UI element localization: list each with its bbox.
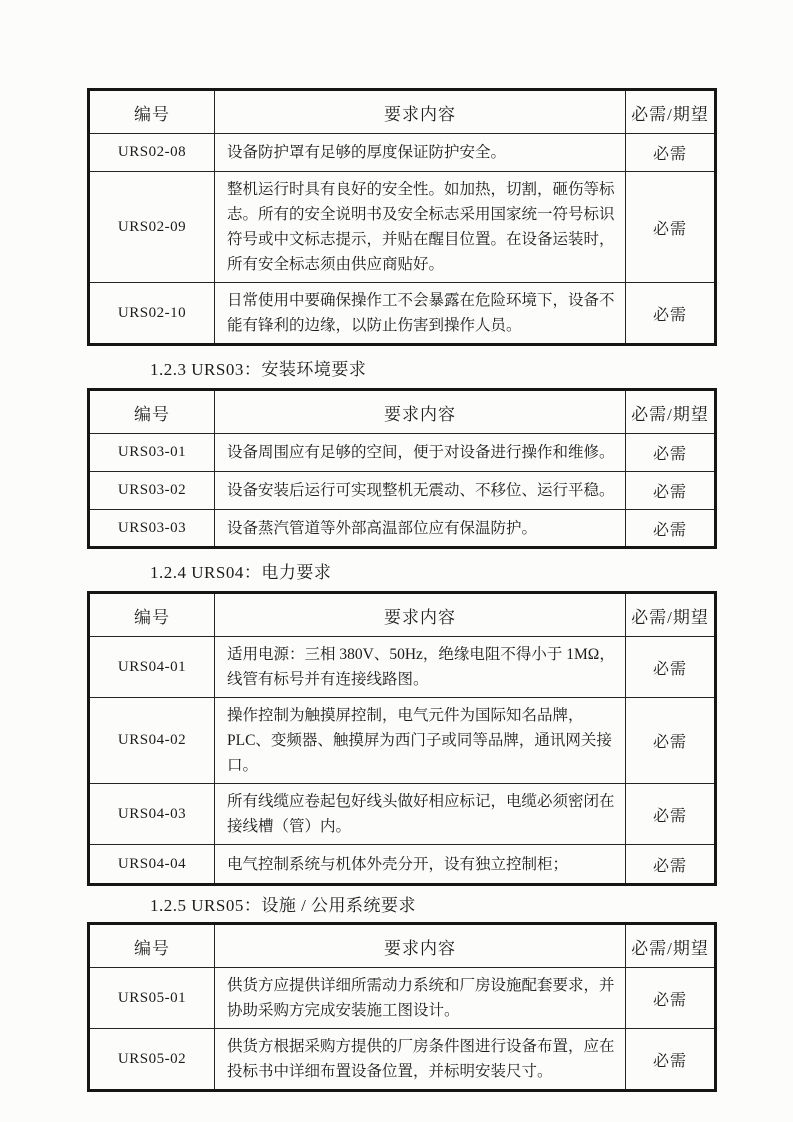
requirement-content: 设备安装后运行可实现整机无震动、不移位、运行平稳。 <box>215 472 626 510</box>
section-heading-urs05: 1.2.5 URS05：设施 / 公用系统要求 <box>150 896 417 915</box>
requirement-priority: 必需 <box>626 283 716 345</box>
urs02-table <box>87 88 717 346</box>
table-row <box>89 283 716 345</box>
requirement-content: 日常使用中要确保操作工不会暴露在危险环境下，设备不能有锋利的边缘，以防止伤害到操作人员。 <box>215 283 626 345</box>
requirement-id: URS05-02 <box>89 1029 215 1091</box>
requirement-priority: 必需 <box>626 510 716 548</box>
table-header-row <box>89 90 716 134</box>
requirement-content: 适用电源：三相 380V、50Hz，绝缘电阻不得小于 1MΩ，线管有标号并有连接线路图。 <box>215 637 626 698</box>
table-row <box>89 698 716 784</box>
requirement-priority: 必需 <box>626 134 716 172</box>
requirement-id: URS04-03 <box>89 784 215 845</box>
requirement-priority: 必需 <box>626 968 716 1029</box>
urs03-table <box>87 388 717 549</box>
table-row <box>89 134 716 172</box>
column-header-content: 要求内容 <box>215 90 626 134</box>
requirement-priority: 必需 <box>626 1029 716 1091</box>
requirement-content: 操作控制为触摸屏控制，电气元件为国际知名品牌，PLC、变频器、触摸屏为西门子或同等品牌，通讯网关接口。 <box>215 698 626 784</box>
requirement-priority: 必需 <box>626 845 716 885</box>
requirement-id: URS03-02 <box>89 472 215 510</box>
requirement-priority: 必需 <box>626 172 716 283</box>
requirement-id: URS02-08 <box>89 134 215 172</box>
requirement-priority: 必需 <box>626 637 716 698</box>
requirement-id: URS03-01 <box>89 434 215 472</box>
requirement-priority: 必需 <box>626 698 716 784</box>
section-heading-urs04: 1.2.4 URS04：电力要求 <box>150 563 332 582</box>
column-header-id: 编号 <box>89 90 215 134</box>
section-heading-urs03: 1.2.3 URS03：安装环境要求 <box>150 360 367 379</box>
column-header-id: 编号 <box>89 593 215 637</box>
requirement-id: URS05-01 <box>89 968 215 1029</box>
requirement-id: URS04-01 <box>89 637 215 698</box>
requirement-content: 设备周围应有足够的空间，便于对设备进行操作和维修。 <box>215 434 626 472</box>
requirement-content: 设备防护罩有足够的厚度保证防护安全。 <box>215 134 626 172</box>
column-header-priority: 必需/期望 <box>626 390 716 434</box>
urs04-table <box>87 591 717 886</box>
table-row <box>89 637 716 698</box>
table-row <box>89 968 716 1029</box>
table-header-row <box>89 924 716 968</box>
column-header-id: 编号 <box>89 924 215 968</box>
requirement-content: 供货方根据采购方提供的厂房条件图进行设备布置，应在投标书中详细布置设备位置，并标明安装尺寸。 <box>215 1029 626 1091</box>
document-page <box>87 0 714 1092</box>
requirement-content: 电气控制系统与机体外壳分开，设有独立控制柜； <box>215 845 626 885</box>
column-header-content: 要求内容 <box>215 924 626 968</box>
requirement-content: 设备蒸汽管道等外部高温部位应有保温防护。 <box>215 510 626 548</box>
requirement-id: URS02-09 <box>89 172 215 283</box>
column-header-content: 要求内容 <box>215 390 626 434</box>
requirement-priority: 必需 <box>626 434 716 472</box>
requirement-priority: 必需 <box>626 472 716 510</box>
table-row <box>89 845 716 885</box>
column-header-priority: 必需/期望 <box>626 924 716 968</box>
table-row <box>89 172 716 283</box>
table-row <box>89 784 716 845</box>
requirement-content: 整机运行时具有良好的安全性。如加热，切割，砸伤等标志。所有的安全说明书及安全标志采用国家统一符号标识符号或中文标志提示，并贴在醒目位置。在设备运装时，所有安全标志须由供应商贴好。 <box>215 172 626 283</box>
table-row <box>89 510 716 548</box>
table-row <box>89 1029 716 1091</box>
requirement-id: URS03-03 <box>89 510 215 548</box>
urs05-table <box>87 922 717 1092</box>
column-header-priority: 必需/期望 <box>626 90 716 134</box>
requirement-id: URS04-02 <box>89 698 215 784</box>
table-row <box>89 472 716 510</box>
requirement-priority: 必需 <box>626 784 716 845</box>
table-row <box>89 434 716 472</box>
column-header-priority: 必需/期望 <box>626 593 716 637</box>
requirement-id: URS04-04 <box>89 845 215 885</box>
table-header-row <box>89 593 716 637</box>
requirement-content: 所有线缆应卷起包好线头做好相应标记，电缆必须密闭在接线槽（管）内。 <box>215 784 626 845</box>
requirement-content: 供货方应提供详细所需动力系统和厂房设施配套要求，并协助采购方完成安装施工图设计。 <box>215 968 626 1029</box>
requirement-id: URS02-10 <box>89 283 215 345</box>
column-header-content: 要求内容 <box>215 593 626 637</box>
table-header-row <box>89 390 716 434</box>
column-header-id: 编号 <box>89 390 215 434</box>
